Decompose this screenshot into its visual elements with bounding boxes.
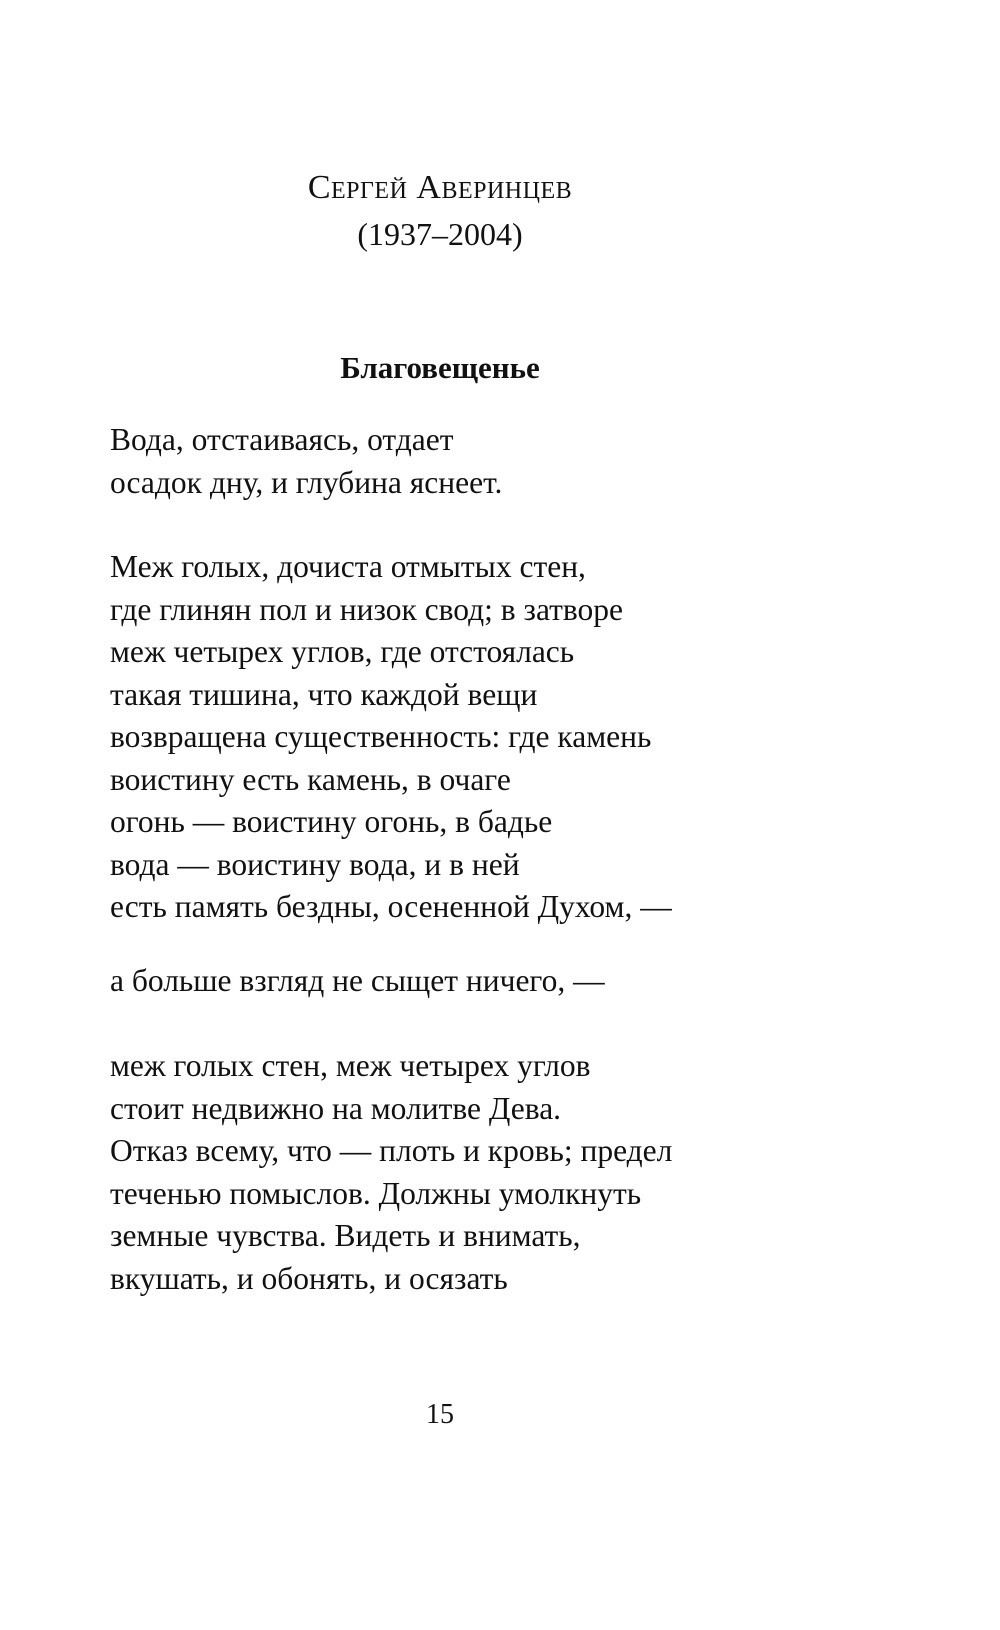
poem-line: огонь — воистину огонь, в бадье [110,804,553,839]
stanza-2 [110,546,890,929]
poem-line: осадок дну, и глубина яснеет. [110,464,503,500]
poem-line: а больше взгляд не сыщет ничего, — [110,963,605,998]
author-name: Сергей Аверинцев [307,169,573,206]
poem-line: Вода, отстаиваясь, отдает [110,422,454,457]
poem-line: где глинян пол и низок свод; в затворе [110,591,624,627]
author-dates: (1937–2004) [357,216,523,252]
poem-line: земные чувства. Видеть и внимать, [110,1218,581,1253]
poem-line: меж четырех углов, где отстоялась [110,634,575,669]
stanza-3 [110,960,890,1003]
poem-line: есть память бездны, осененной Духом, — [110,889,672,924]
poem-line: Меж голых, дочиста отмытых стен, [110,549,586,584]
stanza-4 [110,1045,890,1300]
page-number: 15 [426,1399,454,1430]
stanza-1 [110,419,890,504]
poem-title: Благовещенье [340,350,540,385]
poem-line: воистину есть камень, в очаге [110,761,511,797]
poem-line: вода — воистину вода, и в ней [110,846,520,882]
poem-line: вкушать, и обонять, и осязать [110,1260,508,1296]
poem-line: меж голых стен, меж четырех углов [110,1048,591,1083]
poem-line: возвращена существенность: где камень [110,719,652,754]
poem-line: Отказ всему, что — плоть и кровь; предел [110,1133,673,1168]
poem-line: теченью помыслов. Должны умолкнуть [110,1175,642,1211]
poem-line: стоит недвижно на молитве Дева. [110,1090,562,1126]
poem-line: такая тишина, что каждой вещи [110,676,538,712]
